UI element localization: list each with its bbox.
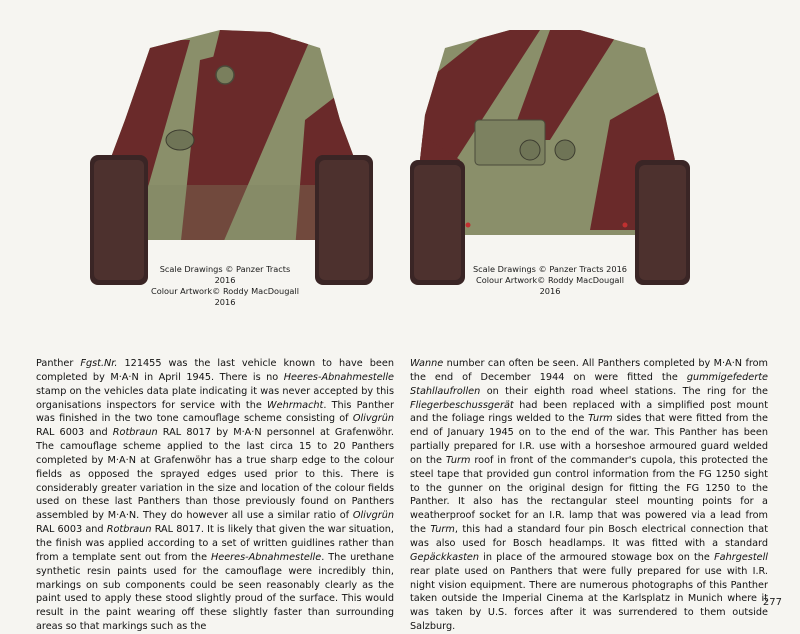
track-links	[414, 165, 461, 280]
gun-mantlet	[216, 66, 234, 84]
track-links	[639, 165, 686, 280]
left-track	[90, 155, 148, 285]
lower-glacis	[140, 185, 340, 240]
left-figure-credits	[150, 264, 300, 308]
right-track	[635, 160, 690, 285]
credit-scale-drawings: Scale Drawings © Panzer Tracts 2016	[159, 264, 291, 285]
right-figure-credits	[470, 264, 630, 297]
credit-colour-artwork: Colour Artwork© Roddy MacDougall 2016	[151, 286, 299, 307]
credit-scale-drawings: Scale Drawings © Panzer Tracts 2016	[472, 264, 627, 274]
panther-rear-view-illustration	[400, 0, 720, 300]
panther-rear-view-drawing	[400, 0, 720, 300]
credit-colour-artwork: Colour Artwork© Roddy MacDougall 2016	[476, 275, 624, 296]
exhaust-left	[520, 140, 540, 160]
body-paragraph-right: Wanne number can often be seen. All Panthers completed by M·A·N from the end of December 1944 on were fitted the gummigefederte Stahllaufrollen on their eighth road wheel stations. The ring for the Fliegerbeschussgerät had been replaced with a simplified post mount and the foliage rings welded to the Turm sides that were fitted from the end of January 1945 on to the end of the war. This Panther has been partially prepared for I.R. use with a horseshoe armoured guard welded on the Turm roof in front of the commander's cupola, this protected the steel tape that provided gun control information from the FG 1250 sight to the gunner on the original design for fitting the FG 1250 to the Panther. It also has the rectangular steel mounting points for a weatherproof socket for an I.R. lamp that was powered via a lead from the Turm, this had a standard four pin Bosch electrical connection that was also used for Bosch headlamps. It was fitted with a standard Gepäckkasten in place of the armoured stowage box on the Fahrgestell rear plate used on Panthers that were fully prepared for use with I.R. night vision equipment. There are numerous photographs of this Panther taken outside the Imperial Cinema at the Karlsplatz in Munich where it was taken by U.S. forces after it was surrendered to them outside Salzburg.	[410, 358, 769, 633]
track-links	[94, 160, 144, 280]
tail-light-left	[466, 223, 471, 228]
track-links	[319, 160, 369, 280]
body-paragraph-left: Panther Fgst.Nr. 121455 was the last vehicle known to have been completed by M·A·N in April 1945. There is no Heeres-Abnahmestelle stamp on the vehicles data plate indicating it was never accepted by this organisations inspectors for service with the Wehrmacht. This Panther was finished in the two tone camouflage scheme consisting of Olivgrün RAL 6003 and Rotbraun RAL 8017 by M·A·N personnel at Grafenwöhr. The camouflage scheme applied to the last circa 15 to 20 Panthers completed by M·A·N at Grafenwöhr has a true sharp edge to the colour fields as opposed the sprayed edges used prior to this. There is considerably greater variation in the size and location of the colour fields used on these last Panthers than those previously found on Panthers assembled by M·A·N. They do however all use a similar ratio of Olivgrün RAL 6003 and Rotbraun RAL 8017. It is likely that given the war situation, the finish was applied according to a set of written guidlines rather than from a template sent out from the Heeres-Abnahmestelle. The urethane synthetic resin paints used for the camouflage were incredibly thin, markings on sub components could be seen reasonably clearly as the paint used to apply these stood slightly proud of the surface. This would result in the paint wearing off these slightly faster than surrounding areas so that markings such as the	[36, 358, 395, 633]
panther-front-view-drawing	[70, 0, 400, 300]
exhaust-right	[555, 140, 575, 160]
tail-light-right	[623, 223, 628, 228]
driver-visor	[166, 130, 194, 150]
panther-front-view-illustration	[70, 0, 400, 300]
body-text-right-column	[410, 357, 768, 634]
right-track	[315, 155, 373, 285]
left-track	[410, 160, 465, 285]
body-text-left-column	[36, 357, 394, 634]
page-number: 277	[762, 597, 782, 608]
